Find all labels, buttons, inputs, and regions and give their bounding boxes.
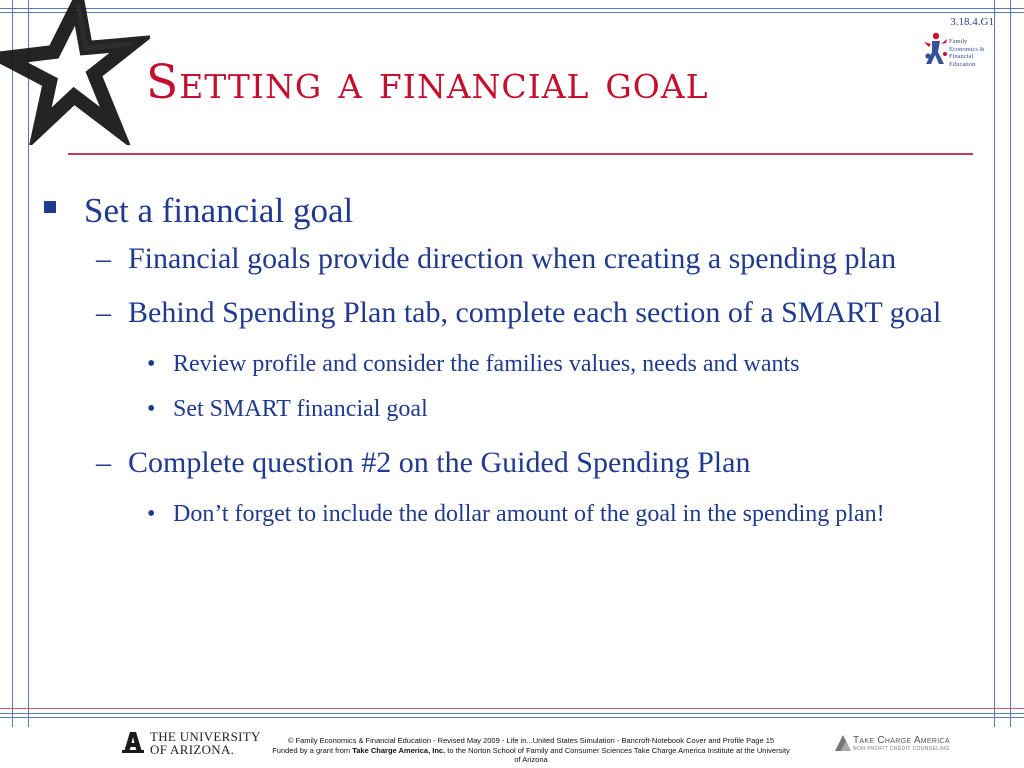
frame-top-line bbox=[0, 8, 1024, 9]
ua-line-1: THE UNIVERSITY bbox=[150, 729, 261, 744]
footer-line-2-post: to the Norton School of Family and Consumer Sciences Take Charge America Institute at the University bbox=[445, 745, 790, 755]
bullet-level2 bbox=[44, 442, 984, 484]
dot-marker: • bbox=[147, 396, 156, 422]
take-charge-america-tagline: NON-PROFIT CREDIT COUNSELING bbox=[853, 746, 950, 752]
bullet-level3 bbox=[44, 391, 984, 428]
bullet-text: Financial goals provide direction when creating a spending plan bbox=[128, 242, 897, 275]
bullet-text: Behind Spending Plan tab, complete each section of a SMART goal bbox=[128, 296, 942, 329]
frame-right-line bbox=[994, 0, 995, 727]
logo-line-4: Education bbox=[949, 60, 976, 68]
bullet-text: Set SMART financial goal bbox=[173, 396, 428, 422]
logo-line-1: Family bbox=[949, 38, 968, 45]
dash-marker: – bbox=[96, 446, 111, 479]
bullet-text: Set a financial goal bbox=[84, 191, 354, 230]
university-of-arizona-logo-icon bbox=[122, 730, 144, 754]
bullet-list bbox=[44, 190, 984, 541]
bullet-level2 bbox=[44, 292, 984, 334]
dot-marker: • bbox=[147, 501, 156, 527]
bullet-level3 bbox=[44, 346, 984, 383]
frame-bottom-line-2 bbox=[0, 717, 1024, 718]
take-charge-america-name: Take Charge America bbox=[853, 735, 950, 746]
dash-marker: – bbox=[96, 242, 111, 275]
ua-line-2: OF ARIZONA. bbox=[150, 742, 235, 757]
dot-marker: • bbox=[147, 351, 156, 377]
bullet-level1 bbox=[44, 190, 984, 232]
star-icon bbox=[0, 0, 150, 145]
bullet-text: Review profile and consider the families values, needs and wants bbox=[173, 351, 800, 377]
footer-line-3: of Arizona bbox=[514, 755, 548, 764]
bullet-text: Don’t forget to include the dollar amount of the goal in the spending plan! bbox=[173, 501, 885, 527]
slide-code: 3.18.4.G1 bbox=[950, 16, 994, 28]
slide-title: Setting a financial goal bbox=[146, 55, 709, 110]
logo-line-3: Financial bbox=[949, 53, 974, 60]
frame-bottom-line bbox=[0, 713, 1024, 714]
footer-credit-text bbox=[232, 736, 830, 765]
frame-top-line-2 bbox=[0, 12, 1024, 13]
square-bullet-icon bbox=[44, 201, 56, 213]
logo-line-2: Economics & bbox=[949, 45, 985, 53]
bullet-level3 bbox=[44, 496, 984, 533]
footer-line-2-bold: Take Charge America, Inc. bbox=[352, 745, 446, 755]
fefe-logo-text bbox=[949, 38, 985, 68]
bullet-text: Complete question #2 on the Guided Spending Plan bbox=[128, 446, 751, 479]
footer-line-2-pre: Funded by a grant from bbox=[272, 745, 353, 755]
dash-marker: – bbox=[96, 296, 111, 329]
footer-line-1: © Family Economics & Financial Education - Revised May 2009 - Life in...United States Simulation - Bancroft-Notebook Cover and Profile Page 15 bbox=[287, 736, 775, 745]
frame-right-line-2 bbox=[1010, 0, 1011, 727]
frame-bottom-red-line bbox=[0, 708, 1024, 709]
bullet-level2 bbox=[44, 238, 984, 280]
title-divider bbox=[68, 153, 973, 155]
footer-line-2 bbox=[232, 746, 830, 756]
